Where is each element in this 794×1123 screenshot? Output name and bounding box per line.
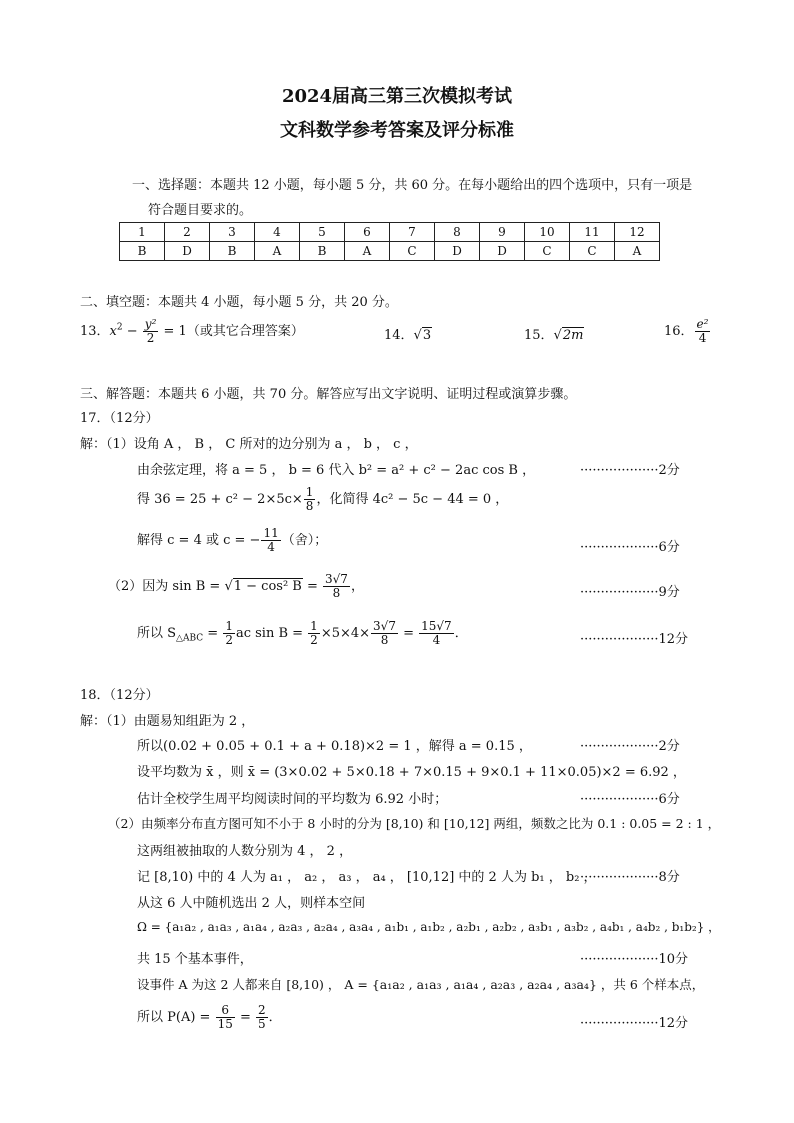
q17-l4-fraction: [261, 527, 280, 554]
table-cell: 10: [525, 223, 570, 242]
section-choice-heading: 一、选择题：本题共 12 小题，每小题 5 分，共 60 分。在每小题给出的四个选项中，只有一项是: [132, 178, 693, 193]
table-cell: 6: [345, 223, 390, 242]
q18-line: 共 15 个基本事件，: [137, 952, 253, 967]
score-mark: ···················9分: [580, 585, 680, 600]
section-solution-heading: 三、解答题：本题共 6 小题，共 70 分。解答应写出文字说明、证明过程或演算步骤。: [80, 387, 577, 402]
q14-label: 14．√: [384, 328, 422, 343]
q18-l12b: =: [235, 1010, 256, 1025]
q18-l12c: ．: [268, 1010, 282, 1025]
q18-label: 18．（12分）: [80, 688, 159, 703]
q17-line: [137, 486, 508, 513]
q17-l6g: ．: [454, 626, 468, 641]
answer-table-number-row: [120, 223, 660, 242]
frac-den: 8: [380, 633, 389, 647]
q15-label: 15．√: [524, 328, 562, 343]
table-cell: 9: [480, 223, 525, 242]
table-cell: C: [390, 242, 435, 261]
table-cell: 2: [165, 223, 210, 242]
page-subtitle: 文科数学参考答案及评分标准: [280, 120, 514, 141]
q18-l12-fraction: [216, 1004, 235, 1031]
q17-l5c: ，: [350, 579, 364, 594]
q18-line: 所以(0.02 + 0.05 + 0.1 + a + 0.18)×2 = 1 ，解得 a = 0.15 ，: [137, 739, 532, 754]
frac-den: 2: [310, 633, 318, 647]
table-cell: 4: [255, 223, 300, 242]
q17-l5-fraction: [323, 573, 350, 600]
frac-num: 1: [310, 619, 318, 633]
page-title: 2024届高三第三次模拟考试: [281, 86, 513, 107]
q17-label: 17．（12分）: [80, 411, 159, 426]
score-mark: ···················8分: [580, 870, 680, 885]
frac-num: 1: [225, 619, 233, 633]
q16-label: 16．: [664, 324, 694, 339]
q13-label: 13．: [80, 324, 110, 339]
score-mark: ···················2分: [580, 463, 680, 478]
q13-tail: = 1（或其它合理答案）: [159, 324, 304, 339]
q17-l4a: 解得 c = 4 或 c = −: [137, 533, 261, 548]
q16-num: e²: [696, 317, 709, 331]
frac-den: 2: [225, 633, 233, 647]
answer-table-answer-row: [120, 242, 660, 261]
frac-num: 11: [263, 526, 279, 540]
q18-line: （2）由频率分布直方图可知不小于 8 小时的分为 [8,10) 和 [10,12] 两组，频数之比为 0.1 : 0.05 = 2 : 1 ，: [108, 816, 721, 831]
q13-fraction: [143, 318, 159, 345]
table-cell: 5: [300, 223, 345, 242]
q18-l12-fraction: [256, 1004, 268, 1031]
score-mark: ···················10分: [580, 952, 689, 967]
score-mark: ···················12分: [580, 632, 689, 647]
frac-den: 8: [332, 586, 341, 600]
q17-line: [108, 573, 364, 600]
q17-line: 解：（1）设角 A ， B ， C 所对的边分别为 a ， b ， c ，: [80, 437, 418, 452]
table-cell: D: [480, 242, 525, 261]
frac-den: 4: [267, 540, 275, 554]
table-cell: 12: [615, 223, 660, 242]
score-mark: ···················2分: [580, 739, 680, 754]
q18-line: 设平均数为 x̄ ，则 x̄ = (3×0.02 + 5×0.18 + 7×0.15 + 9×0.1 + 11×0.05)×2 = 6.92 ，: [137, 765, 686, 780]
frac-den: 15: [217, 1017, 233, 1031]
table-cell: A: [255, 242, 300, 261]
q17-l3a: 得 36 = 25 + c² − 2×5c×: [137, 492, 303, 507]
table-cell: 7: [390, 223, 435, 242]
table-cell: D: [165, 242, 210, 261]
table-cell: C: [525, 242, 570, 261]
q16-fraction: [695, 318, 711, 345]
frac-num: 3√7: [373, 619, 396, 633]
score-mark: ···················12分: [580, 1016, 689, 1031]
table-cell: 8: [435, 223, 480, 242]
frac-num: 15√7: [421, 619, 452, 633]
table-cell: 1: [120, 223, 165, 242]
q17-l4b: （舍）；: [281, 533, 328, 548]
frac-den: 4: [432, 633, 441, 647]
frac-den: 5: [258, 1017, 266, 1031]
q15-value: 2m: [562, 328, 584, 343]
frac-den: 8: [305, 499, 314, 513]
q17-l3-fraction: [304, 486, 316, 513]
section-choice-heading-cont: 符合题目要求的。: [148, 203, 253, 218]
q18-line: 解：（1）由题易知组距为 2 ，: [80, 714, 255, 729]
table-cell: B: [120, 242, 165, 261]
section-fill-heading: 二、填空题：本题共 4 小题，每小题 5 分，共 20 分。: [80, 295, 398, 310]
q17-l6-sub: △ABC: [176, 633, 204, 644]
q17-l3b: ，化简得 4c² − 5c − 44 = 0 ，: [316, 492, 509, 507]
table-cell: B: [210, 242, 255, 261]
table-cell: A: [615, 242, 660, 261]
q17-l6c: ac sin B =: [235, 626, 308, 641]
q17-l5b: =: [302, 579, 323, 594]
q18-line: 这两组被抽取的人数分别为 4 ， 2 ，: [137, 844, 353, 859]
q14-value: 3: [422, 328, 432, 343]
table-cell: C: [570, 242, 615, 261]
q18-sample-space: Ω = {a₁a₂ , a₁a₃ , a₁a₄ , a₂a₃ , a₂a₄ , a₃a₄ , a₁b₁ , a₁b₂ , a₂b₁ , a₂b₂ , a₃b₁ , a₃b₂ , a₄b₁ , a₄b₂ , b₁b₂} ，: [137, 920, 721, 934]
fill-answer-14: [384, 324, 432, 343]
q17-l6-fraction: [371, 620, 398, 647]
q17-line: 由余弦定理，将 a = 5 ， b = 6 代入 b² = a² + c² − 2ac cos B ，: [137, 463, 536, 478]
fill-answer-13: 13．$x^2$ − $\frac{\text{y²}}{2}$ = 1（或其它合理答案）: [80, 317, 304, 345]
q17-line: [137, 620, 468, 647]
q13-x: x: [109, 324, 117, 339]
q13-num: y²: [144, 317, 157, 331]
q17-l6a: 所以 S: [137, 626, 177, 641]
q18-l12a: 所以 P(A) =: [137, 1010, 215, 1025]
q17-l6-fraction: [308, 620, 320, 647]
score-mark: ···················6分: [580, 792, 680, 807]
table-cell: 11: [570, 223, 615, 242]
table-cell: B: [300, 242, 345, 261]
q18-line: [137, 1004, 282, 1031]
score-mark: ···················6分: [580, 540, 680, 555]
frac-num: 1: [305, 485, 314, 499]
answer-table: [119, 222, 660, 261]
q18-line: 设事件 A 为这 2 人都来自 [8,10) ， A = {a₁a₂ , a₁a₃ , a₁a₄ , a₂a₃ , a₂a₄ , a₃a₄} ，共 6 个样本点，: [137, 977, 705, 992]
q16-den: 4: [698, 331, 707, 345]
q17-l6b: =: [203, 626, 223, 641]
frac-num: 6: [216, 1004, 235, 1018]
q17-l6e: ×5×4×: [320, 626, 371, 641]
q13-den: 2: [146, 331, 155, 345]
q13-minus: −: [122, 324, 142, 339]
fill-answer-15: [524, 324, 584, 343]
q17-l6-fraction: [223, 620, 235, 647]
q17-l5-radicand: 1 − cos² B: [233, 579, 302, 594]
fill-answer-16: [664, 318, 711, 345]
table-cell: 3: [210, 223, 255, 242]
q17-line: [137, 527, 327, 554]
q18-line: 记 [8,10) 中的 4 人为 a₁ ， a₂ ， a₃ ， a₄ ， [10,12] 中的 2 人为 b₁ ， b₂ ，: [137, 870, 597, 885]
q17-l6-fraction: [419, 620, 454, 647]
table-cell: D: [435, 242, 480, 261]
frac-num: 2: [258, 1003, 266, 1017]
q18-line: 估计全校学生周平均阅读时间的平均数为 6.92 小时；: [137, 792, 448, 807]
frac-num: 3√7: [325, 572, 348, 586]
table-cell: A: [345, 242, 390, 261]
q18-line: 从这 6 人中随机选出 2 人，则样本空间: [137, 896, 366, 911]
q17-l5a: （2）因为 sin B = √: [108, 579, 233, 594]
q17-l6f: =: [398, 626, 419, 641]
